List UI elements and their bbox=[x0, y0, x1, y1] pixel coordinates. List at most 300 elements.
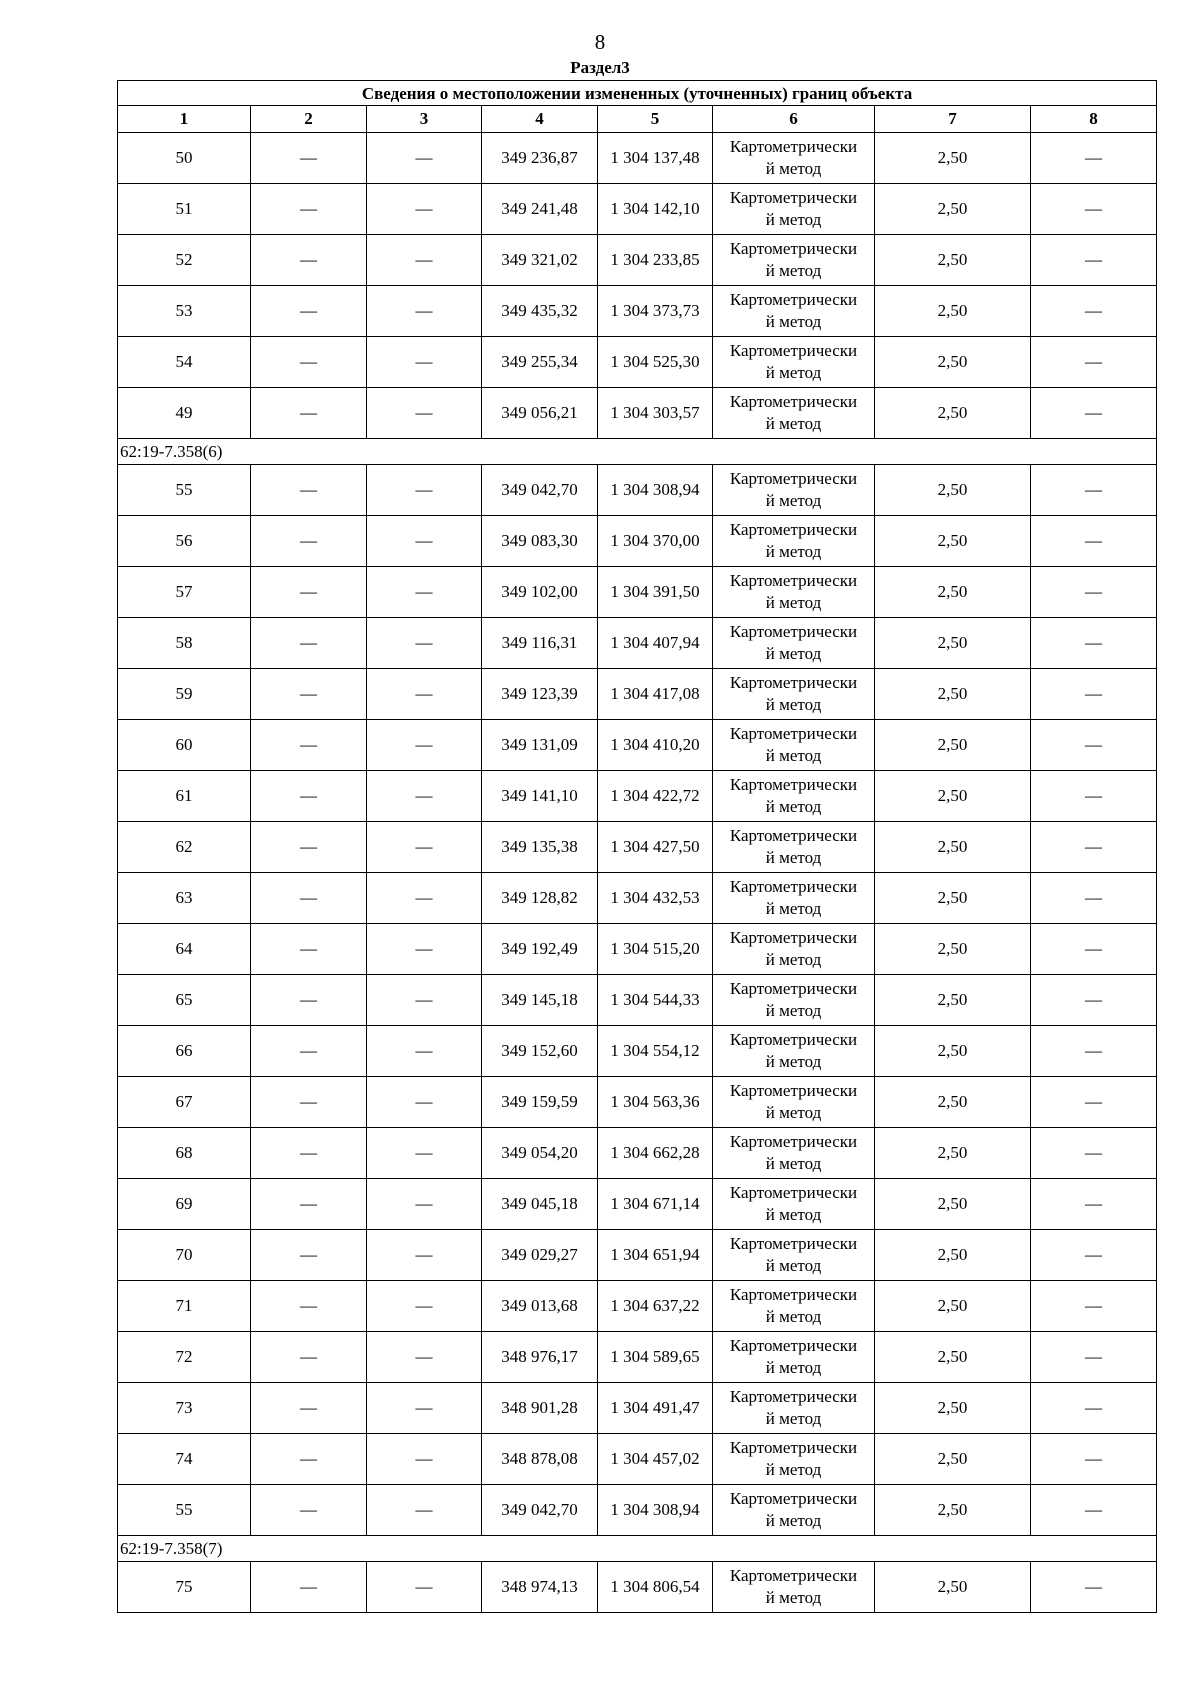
method-line-1: Картометрически bbox=[729, 1081, 858, 1100]
col3-cell: — bbox=[367, 720, 482, 771]
accuracy-cell: 2,50 bbox=[875, 822, 1031, 873]
point-number-cell: 55 bbox=[118, 1485, 251, 1536]
col8-cell: — bbox=[1031, 1179, 1157, 1230]
col8-cell: — bbox=[1031, 184, 1157, 235]
col3-cell: — bbox=[367, 465, 482, 516]
point-number-cell: 65 bbox=[118, 975, 251, 1026]
method-line-2: й метод bbox=[765, 1358, 822, 1377]
y-coordinate-cell: 1 304 391,50 bbox=[598, 567, 713, 618]
table-row bbox=[118, 1562, 1157, 1613]
column-header: 7 bbox=[875, 106, 1031, 133]
x-coordinate-cell: 349 102,00 bbox=[482, 567, 598, 618]
method-cell bbox=[713, 388, 875, 439]
method-line-2: й метод bbox=[765, 1001, 822, 1020]
x-coordinate-cell: 349 236,87 bbox=[482, 133, 598, 184]
col8-cell: — bbox=[1031, 1485, 1157, 1536]
method-line-2: й метод bbox=[765, 542, 822, 561]
col3-cell: — bbox=[367, 975, 482, 1026]
method-line-2: й метод bbox=[765, 899, 822, 918]
col2-cell: — bbox=[251, 286, 367, 337]
y-coordinate-cell: 1 304 491,47 bbox=[598, 1383, 713, 1434]
method-line-2: й метод bbox=[765, 644, 822, 663]
col8-cell: — bbox=[1031, 1128, 1157, 1179]
method-line-1: Картометрически bbox=[729, 877, 858, 896]
col8-cell: — bbox=[1031, 1230, 1157, 1281]
col3-cell: — bbox=[367, 337, 482, 388]
accuracy-cell: 2,50 bbox=[875, 975, 1031, 1026]
col2-cell: — bbox=[251, 771, 367, 822]
method-cell bbox=[713, 873, 875, 924]
method-cell bbox=[713, 822, 875, 873]
method-line-1: Картометрически bbox=[729, 622, 858, 641]
column-header: 8 bbox=[1031, 106, 1157, 133]
col3-cell: — bbox=[367, 286, 482, 337]
method-cell bbox=[713, 771, 875, 822]
column-header: 1 bbox=[118, 106, 251, 133]
col8-cell: — bbox=[1031, 1562, 1157, 1613]
col2-cell: — bbox=[251, 567, 367, 618]
y-coordinate-cell: 1 304 142,10 bbox=[598, 184, 713, 235]
method-cell bbox=[713, 184, 875, 235]
point-number-cell: 75 bbox=[118, 1562, 251, 1613]
point-number-cell: 54 bbox=[118, 337, 251, 388]
page-number: 8 bbox=[594, 30, 606, 54]
method-cell bbox=[713, 465, 875, 516]
point-number-cell: 51 bbox=[118, 184, 251, 235]
col8-cell: — bbox=[1031, 1026, 1157, 1077]
col8-cell: — bbox=[1031, 1383, 1157, 1434]
table-row bbox=[118, 184, 1157, 235]
table-row bbox=[118, 1332, 1157, 1383]
col8-cell: — bbox=[1031, 720, 1157, 771]
col2-cell: — bbox=[251, 1383, 367, 1434]
column-header: 6 bbox=[713, 106, 875, 133]
y-coordinate-cell: 1 304 651,94 bbox=[598, 1230, 713, 1281]
col2-cell: — bbox=[251, 1179, 367, 1230]
accuracy-cell: 2,50 bbox=[875, 286, 1031, 337]
point-number-cell: 50 bbox=[118, 133, 251, 184]
col8-cell: — bbox=[1031, 1434, 1157, 1485]
table-row bbox=[118, 1383, 1157, 1434]
group-label: 62:19-7.358(6) bbox=[118, 439, 1157, 465]
point-number-cell: 70 bbox=[118, 1230, 251, 1281]
accuracy-cell: 2,50 bbox=[875, 465, 1031, 516]
col3-cell: — bbox=[367, 1485, 482, 1536]
col2-cell: — bbox=[251, 1562, 367, 1613]
point-number-cell: 69 bbox=[118, 1179, 251, 1230]
point-number-cell: 68 bbox=[118, 1128, 251, 1179]
accuracy-cell: 2,50 bbox=[875, 873, 1031, 924]
method-cell bbox=[713, 133, 875, 184]
accuracy-cell: 2,50 bbox=[875, 1434, 1031, 1485]
col2-cell: — bbox=[251, 1128, 367, 1179]
col2-cell: — bbox=[251, 1332, 367, 1383]
table-row bbox=[118, 337, 1157, 388]
method-line-2: й метод bbox=[765, 746, 822, 765]
method-cell bbox=[713, 1281, 875, 1332]
table-row bbox=[118, 873, 1157, 924]
col2-cell: — bbox=[251, 822, 367, 873]
table-row bbox=[118, 771, 1157, 822]
col3-cell: — bbox=[367, 771, 482, 822]
y-coordinate-cell: 1 304 544,33 bbox=[598, 975, 713, 1026]
x-coordinate-cell: 349 042,70 bbox=[482, 465, 598, 516]
method-cell bbox=[713, 1179, 875, 1230]
method-line-1: Картометрически bbox=[729, 571, 858, 590]
method-line-2: й метод bbox=[765, 363, 822, 382]
method-line-2: й метод bbox=[765, 695, 822, 714]
method-cell bbox=[713, 1128, 875, 1179]
accuracy-cell: 2,50 bbox=[875, 388, 1031, 439]
method-cell bbox=[713, 1077, 875, 1128]
table-row bbox=[118, 1179, 1157, 1230]
accuracy-cell: 2,50 bbox=[875, 337, 1031, 388]
col2-cell: — bbox=[251, 235, 367, 286]
point-number-cell: 63 bbox=[118, 873, 251, 924]
x-coordinate-cell: 349 054,20 bbox=[482, 1128, 598, 1179]
point-number-cell: 55 bbox=[118, 465, 251, 516]
point-number-cell: 57 bbox=[118, 567, 251, 618]
x-coordinate-cell: 349 152,60 bbox=[482, 1026, 598, 1077]
col8-cell: — bbox=[1031, 567, 1157, 618]
table-row bbox=[118, 1281, 1157, 1332]
col3-cell: — bbox=[367, 669, 482, 720]
col8-cell: — bbox=[1031, 618, 1157, 669]
col2-cell: — bbox=[251, 924, 367, 975]
col3-cell: — bbox=[367, 1077, 482, 1128]
point-number-cell: 52 bbox=[118, 235, 251, 286]
col3-cell: — bbox=[367, 1026, 482, 1077]
x-coordinate-cell: 349 045,18 bbox=[482, 1179, 598, 1230]
point-number-cell: 72 bbox=[118, 1332, 251, 1383]
y-coordinate-cell: 1 304 671,14 bbox=[598, 1179, 713, 1230]
col2-cell: — bbox=[251, 465, 367, 516]
x-coordinate-cell: 349 141,10 bbox=[482, 771, 598, 822]
point-number-cell: 58 bbox=[118, 618, 251, 669]
method-line-1: Картометрически bbox=[729, 137, 858, 156]
point-number-cell: 60 bbox=[118, 720, 251, 771]
y-coordinate-cell: 1 304 137,48 bbox=[598, 133, 713, 184]
col2-cell: — bbox=[251, 669, 367, 720]
col8-cell: — bbox=[1031, 133, 1157, 184]
y-coordinate-cell: 1 304 662,28 bbox=[598, 1128, 713, 1179]
x-coordinate-cell: 348 974,13 bbox=[482, 1562, 598, 1613]
accuracy-cell: 2,50 bbox=[875, 1077, 1031, 1128]
accuracy-cell: 2,50 bbox=[875, 133, 1031, 184]
col3-cell: — bbox=[367, 1332, 482, 1383]
x-coordinate-cell: 348 901,28 bbox=[482, 1383, 598, 1434]
x-coordinate-cell: 349 435,32 bbox=[482, 286, 598, 337]
x-coordinate-cell: 349 135,38 bbox=[482, 822, 598, 873]
col8-cell: — bbox=[1031, 388, 1157, 439]
method-line-2: й метод bbox=[765, 1052, 822, 1071]
col8-cell: — bbox=[1031, 235, 1157, 286]
point-number-cell: 64 bbox=[118, 924, 251, 975]
y-coordinate-cell: 1 304 303,57 bbox=[598, 388, 713, 439]
col2-cell: — bbox=[251, 516, 367, 567]
method-line-1: Картометрически bbox=[729, 1489, 858, 1508]
col8-cell: — bbox=[1031, 465, 1157, 516]
table-row bbox=[118, 1230, 1157, 1281]
col2-cell: — bbox=[251, 337, 367, 388]
col3-cell: — bbox=[367, 1179, 482, 1230]
method-cell bbox=[713, 235, 875, 286]
x-coordinate-cell: 349 013,68 bbox=[482, 1281, 598, 1332]
x-coordinate-cell: 349 255,34 bbox=[482, 337, 598, 388]
col3-cell: — bbox=[367, 873, 482, 924]
table-row bbox=[118, 975, 1157, 1026]
x-coordinate-cell: 349 083,30 bbox=[482, 516, 598, 567]
method-cell bbox=[713, 1026, 875, 1077]
x-coordinate-cell: 349 321,02 bbox=[482, 235, 598, 286]
method-line-2: й метод bbox=[765, 1307, 822, 1326]
col8-cell: — bbox=[1031, 822, 1157, 873]
y-coordinate-cell: 1 304 422,72 bbox=[598, 771, 713, 822]
point-number-cell: 74 bbox=[118, 1434, 251, 1485]
col3-cell: — bbox=[367, 618, 482, 669]
col3-cell: — bbox=[367, 184, 482, 235]
method-cell bbox=[713, 720, 875, 771]
col3-cell: — bbox=[367, 1562, 482, 1613]
col8-cell: — bbox=[1031, 771, 1157, 822]
column-header: 5 bbox=[598, 106, 713, 133]
x-coordinate-cell: 349 029,27 bbox=[482, 1230, 598, 1281]
method-line-1: Картометрически bbox=[729, 1387, 858, 1406]
y-coordinate-cell: 1 304 515,20 bbox=[598, 924, 713, 975]
col2-cell: — bbox=[251, 1077, 367, 1128]
y-coordinate-cell: 1 304 637,22 bbox=[598, 1281, 713, 1332]
method-cell bbox=[713, 1332, 875, 1383]
point-number-cell: 53 bbox=[118, 286, 251, 337]
method-line-1: Картометрически bbox=[729, 775, 858, 794]
column-header: 3 bbox=[367, 106, 482, 133]
col3-cell: — bbox=[367, 1281, 482, 1332]
y-coordinate-cell: 1 304 432,53 bbox=[598, 873, 713, 924]
x-coordinate-cell: 349 131,09 bbox=[482, 720, 598, 771]
method-cell bbox=[713, 1434, 875, 1485]
method-line-2: й метод bbox=[765, 1256, 822, 1275]
accuracy-cell: 2,50 bbox=[875, 1128, 1031, 1179]
method-line-1: Картометрически bbox=[729, 520, 858, 539]
method-cell bbox=[713, 618, 875, 669]
y-coordinate-cell: 1 304 525,30 bbox=[598, 337, 713, 388]
x-coordinate-cell: 349 159,59 bbox=[482, 1077, 598, 1128]
col2-cell: — bbox=[251, 1485, 367, 1536]
col2-cell: — bbox=[251, 618, 367, 669]
method-line-2: й метод bbox=[765, 1409, 822, 1428]
method-line-1: Картометрически bbox=[729, 1566, 858, 1585]
point-number-cell: 56 bbox=[118, 516, 251, 567]
col8-cell: — bbox=[1031, 1077, 1157, 1128]
point-number-cell: 62 bbox=[118, 822, 251, 873]
section-title: Раздел3 bbox=[570, 58, 630, 77]
x-coordinate-cell: 349 192,49 bbox=[482, 924, 598, 975]
col2-cell: — bbox=[251, 975, 367, 1026]
col2-cell: — bbox=[251, 720, 367, 771]
accuracy-cell: 2,50 bbox=[875, 1281, 1031, 1332]
method-cell bbox=[713, 975, 875, 1026]
col8-cell: — bbox=[1031, 669, 1157, 720]
accuracy-cell: 2,50 bbox=[875, 1562, 1031, 1613]
y-coordinate-cell: 1 304 233,85 bbox=[598, 235, 713, 286]
point-number-cell: 59 bbox=[118, 669, 251, 720]
accuracy-cell: 2,50 bbox=[875, 1230, 1031, 1281]
method-line-1: Картометрически bbox=[729, 1336, 858, 1355]
accuracy-cell: 2,50 bbox=[875, 235, 1031, 286]
method-cell bbox=[713, 337, 875, 388]
table-row bbox=[118, 388, 1157, 439]
method-cell bbox=[713, 286, 875, 337]
method-cell bbox=[713, 1230, 875, 1281]
method-line-1: Картометрически bbox=[729, 826, 858, 845]
method-line-1: Картометрически bbox=[729, 290, 858, 309]
accuracy-cell: 2,50 bbox=[875, 1485, 1031, 1536]
col2-cell: — bbox=[251, 184, 367, 235]
col2-cell: — bbox=[251, 1434, 367, 1485]
method-line-1: Картометрически bbox=[729, 928, 858, 947]
col2-cell: — bbox=[251, 873, 367, 924]
method-cell bbox=[713, 924, 875, 975]
table-row bbox=[118, 1026, 1157, 1077]
method-cell bbox=[713, 567, 875, 618]
group-row bbox=[118, 439, 1157, 465]
method-line-2: й метод bbox=[765, 797, 822, 816]
accuracy-cell: 2,50 bbox=[875, 720, 1031, 771]
x-coordinate-cell: 349 145,18 bbox=[482, 975, 598, 1026]
col3-cell: — bbox=[367, 1128, 482, 1179]
method-line-1: Картометрически bbox=[729, 724, 858, 743]
method-line-2: й метод bbox=[765, 950, 822, 969]
table-row bbox=[118, 465, 1157, 516]
table-row bbox=[118, 1485, 1157, 1536]
group-row bbox=[118, 1536, 1157, 1562]
y-coordinate-cell: 1 304 806,54 bbox=[598, 1562, 713, 1613]
coordinates-table bbox=[117, 80, 1157, 1613]
method-line-2: й метод bbox=[765, 414, 822, 433]
col2-cell: — bbox=[251, 1281, 367, 1332]
accuracy-cell: 2,50 bbox=[875, 771, 1031, 822]
col3-cell: — bbox=[367, 235, 482, 286]
table-row bbox=[118, 286, 1157, 337]
method-line-2: й метод bbox=[765, 1588, 822, 1607]
method-line-2: й метод bbox=[765, 491, 822, 510]
table-row bbox=[118, 669, 1157, 720]
accuracy-cell: 2,50 bbox=[875, 1026, 1031, 1077]
accuracy-cell: 2,50 bbox=[875, 567, 1031, 618]
method-cell bbox=[713, 1562, 875, 1613]
method-line-1: Картометрически bbox=[729, 979, 858, 998]
group-label: 62:19-7.358(7) bbox=[118, 1536, 1157, 1562]
col3-cell: — bbox=[367, 924, 482, 975]
table-row bbox=[118, 1077, 1157, 1128]
y-coordinate-cell: 1 304 427,50 bbox=[598, 822, 713, 873]
y-coordinate-cell: 1 304 370,00 bbox=[598, 516, 713, 567]
method-cell bbox=[713, 669, 875, 720]
x-coordinate-cell: 348 976,17 bbox=[482, 1332, 598, 1383]
point-number-cell: 73 bbox=[118, 1383, 251, 1434]
table-row bbox=[118, 924, 1157, 975]
col3-cell: — bbox=[367, 516, 482, 567]
y-coordinate-cell: 1 304 563,36 bbox=[598, 1077, 713, 1128]
table-caption: Сведения о местоположении измененных (уточненных) границ объекта bbox=[118, 81, 1157, 106]
method-line-1: Картометрически bbox=[729, 1183, 858, 1202]
point-number-cell: 67 bbox=[118, 1077, 251, 1128]
x-coordinate-cell: 349 123,39 bbox=[482, 669, 598, 720]
accuracy-cell: 2,50 bbox=[875, 618, 1031, 669]
method-cell bbox=[713, 516, 875, 567]
method-line-1: Картометрически bbox=[729, 1285, 858, 1304]
accuracy-cell: 2,50 bbox=[875, 924, 1031, 975]
table-row bbox=[118, 720, 1157, 771]
method-cell bbox=[713, 1485, 875, 1536]
method-line-1: Картометрически bbox=[729, 392, 858, 411]
x-coordinate-cell: 348 878,08 bbox=[482, 1434, 598, 1485]
y-coordinate-cell: 1 304 407,94 bbox=[598, 618, 713, 669]
y-coordinate-cell: 1 304 308,94 bbox=[598, 1485, 713, 1536]
method-cell bbox=[713, 1383, 875, 1434]
table-row bbox=[118, 822, 1157, 873]
col2-cell: — bbox=[251, 1230, 367, 1281]
y-coordinate-cell: 1 304 308,94 bbox=[598, 465, 713, 516]
col3-cell: — bbox=[367, 133, 482, 184]
x-coordinate-cell: 349 042,70 bbox=[482, 1485, 598, 1536]
y-coordinate-cell: 1 304 417,08 bbox=[598, 669, 713, 720]
method-line-1: Картометрически bbox=[729, 341, 858, 360]
method-line-2: й метод bbox=[765, 1103, 822, 1122]
method-line-1: Картометрически bbox=[729, 1438, 858, 1457]
col8-cell: — bbox=[1031, 873, 1157, 924]
method-line-2: й метод bbox=[765, 312, 822, 331]
point-number-cell: 71 bbox=[118, 1281, 251, 1332]
y-coordinate-cell: 1 304 457,02 bbox=[598, 1434, 713, 1485]
method-line-1: Картометрически bbox=[729, 1234, 858, 1253]
col2-cell: — bbox=[251, 388, 367, 439]
col8-cell: — bbox=[1031, 337, 1157, 388]
accuracy-cell: 2,50 bbox=[875, 1383, 1031, 1434]
col8-cell: — bbox=[1031, 516, 1157, 567]
accuracy-cell: 2,50 bbox=[875, 184, 1031, 235]
col2-cell: — bbox=[251, 1026, 367, 1077]
table-row bbox=[118, 133, 1157, 184]
accuracy-cell: 2,50 bbox=[875, 516, 1031, 567]
method-line-2: й метод bbox=[765, 1460, 822, 1479]
col3-cell: — bbox=[367, 1434, 482, 1485]
y-coordinate-cell: 1 304 410,20 bbox=[598, 720, 713, 771]
accuracy-cell: 2,50 bbox=[875, 1179, 1031, 1230]
col8-cell: — bbox=[1031, 1281, 1157, 1332]
x-coordinate-cell: 349 241,48 bbox=[482, 184, 598, 235]
x-coordinate-cell: 349 128,82 bbox=[482, 873, 598, 924]
column-header: 4 bbox=[482, 106, 598, 133]
method-line-2: й метод bbox=[765, 261, 822, 280]
method-line-2: й метод bbox=[765, 1154, 822, 1173]
col8-cell: — bbox=[1031, 924, 1157, 975]
method-line-1: Картометрически bbox=[729, 1030, 858, 1049]
method-line-2: й метод bbox=[765, 848, 822, 867]
method-line-1: Картометрически bbox=[729, 239, 858, 258]
table-row bbox=[118, 567, 1157, 618]
column-header: 2 bbox=[251, 106, 367, 133]
method-line-1: Картометрически bbox=[729, 188, 858, 207]
point-number-cell: 49 bbox=[118, 388, 251, 439]
table-row bbox=[118, 618, 1157, 669]
method-line-2: й метод bbox=[765, 159, 822, 178]
method-line-1: Картометрически bbox=[729, 673, 858, 692]
col3-cell: — bbox=[367, 388, 482, 439]
method-line-1: Картометрически bbox=[729, 1132, 858, 1151]
col8-cell: — bbox=[1031, 286, 1157, 337]
col8-cell: — bbox=[1031, 975, 1157, 1026]
